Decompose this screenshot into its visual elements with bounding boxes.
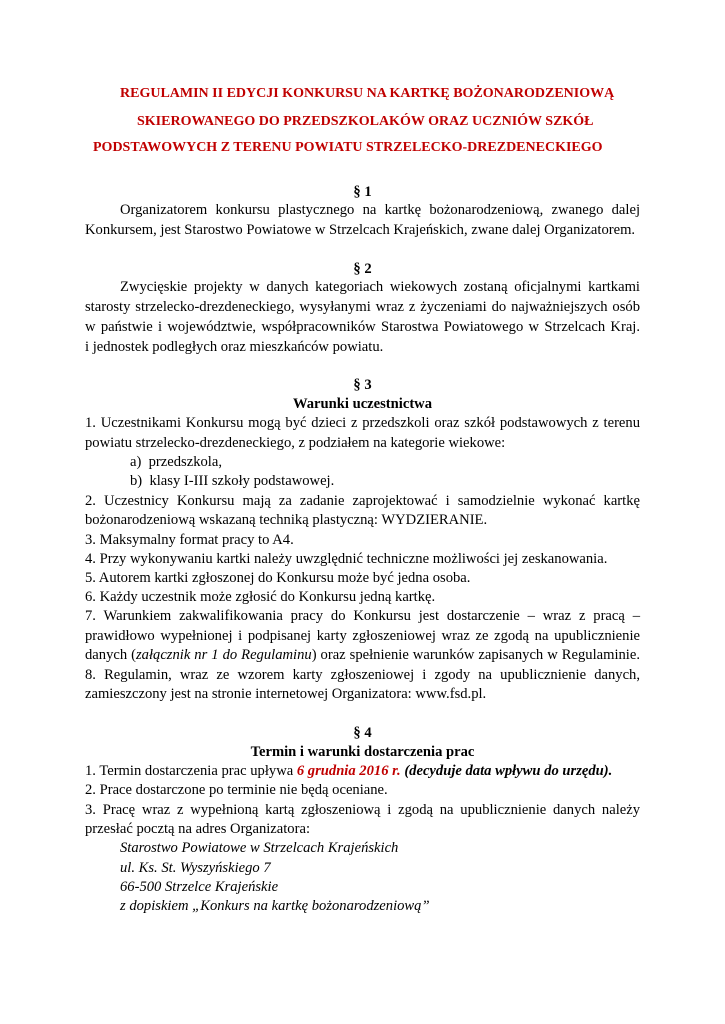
section-4-heading: § 4 bbox=[353, 725, 372, 741]
section-1-heading: § 1 bbox=[353, 184, 372, 200]
section-3-paragraph: 5. Autorem kartki zgłoszonej do Konkursu może być jedna osoba. bbox=[85, 570, 471, 586]
section-3-heading: § 3 bbox=[353, 377, 372, 393]
deadline-date: 6 grudnia 2016 r. bbox=[296, 763, 401, 779]
section-3-paragraph: 8. Regulamin, wraz ze wzorem karty zgłoszeniowej i zgody na upublicznienie danych, bbox=[85, 667, 640, 683]
section-3-paragraph: prawidłowo wypełnionej i podpisanej karty zgłoszeniowej wraz ze zgodą na upublicznienie bbox=[85, 628, 640, 644]
section-3-paragraph: 1. Uczestnikami Konkursu mogą być dzieci z przedszkoli oraz szkół podstawowych z terenu bbox=[85, 415, 640, 431]
section-3-paragraph: powiatu strzelecko-drezdeneckiego, z podziałem na kategorie wiekowe: bbox=[85, 435, 506, 451]
section-3-paragraph: 4. Przy wykonywaniu kartki należy uwzględnić techniczne możliwości jej zeskanowania. bbox=[85, 551, 608, 567]
section-3-paragraph bbox=[85, 645, 640, 665]
deadline-note: (decyduje data wpływu do urzędu). bbox=[400, 763, 613, 779]
section-2-text-line: i jednostek podległych oraz mieszkańców powiatu. bbox=[85, 339, 384, 355]
document-title-line-1: REGULAMIN II EDYCJI KONKURSU NA KARTKĘ BOŻONARODZENIOWĄ bbox=[120, 86, 615, 101]
section-4-paragraph bbox=[85, 761, 640, 781]
section-3-paragraph: 2. Uczestnicy Konkursu mają za zadanie zaprojektować i samodzielnie wykonać kartkę bbox=[85, 493, 640, 509]
section-2-heading: § 2 bbox=[353, 261, 372, 277]
address-line: z dopiskiem „Konkurs na kartkę bożonarodzeniową” bbox=[120, 898, 430, 914]
category-list-item: a) przedszkola, bbox=[130, 454, 222, 470]
document-title-line-3: PODSTAWOWYCH Z TERENU POWIATU STRZELECKO-DREZDENECKIEGO bbox=[93, 140, 603, 155]
category-list-item: b) klasy I-III szkoły podstawowej. bbox=[130, 473, 335, 489]
text-run: ) oraz spełnienie warunków zapisanych w Regulaminie. bbox=[311, 647, 640, 663]
section-3-paragraph: 7. Warunkiem zakwalifikowania pracy do Konkursu jest dostarczenie – wraz z pracą – bbox=[85, 608, 640, 624]
section-3-subheading: Warunki uczestnictwa bbox=[292, 396, 433, 412]
section-1-text-line: Organizatorem konkursu plastycznego na kartkę bożonarodzeniową, zwanego dalej bbox=[120, 202, 640, 218]
section-2-text-line: w państwie i województwie, współpracowników Starostwa Powiatowego w Strzelcach Kraj. bbox=[85, 319, 640, 335]
section-3-paragraph: bożonarodzeniową wskazaną techniką plastyczną: WYDZIERANIE. bbox=[85, 512, 488, 528]
section-4-paragraph: przesłać pocztą na adres Organizatora: bbox=[85, 821, 310, 837]
section-3-paragraph: 3. Maksymalny format pracy to A4. bbox=[85, 532, 294, 548]
address-line: Starostwo Powiatowe w Strzelcach Krajeńskich bbox=[120, 840, 399, 856]
section-3-paragraph: 6. Każdy uczestnik może zgłosić do Konkursu jedną kartkę. bbox=[85, 589, 436, 605]
address-line: ul. Ks. St. Wyszyńskiego 7 bbox=[120, 860, 271, 876]
document-title-line-2: SKIEROWANEGO DO PRZEDSZKOLAKÓW ORAZ UCZNIÓW SZKÓŁ bbox=[137, 114, 594, 129]
section-4-paragraph: 3. Pracę wraz z wypełnioną kartą zgłoszeniową i zgodą na upublicznienie danych należy bbox=[85, 802, 640, 818]
section-2-text-line: Zwycięskie projekty w danych kategoriach wiekowych zostaną oficjalnymi kartkami bbox=[120, 279, 640, 295]
attachment-reference: załącznik nr 1 do Regulaminu bbox=[136, 647, 312, 663]
section-1-text-line: Konkursem, jest Starostwo Powiatowe w Strzelcach Krajeńskich, zwane dalej Organizatorem. bbox=[85, 222, 636, 238]
section-4-subheading: Termin i warunki dostarczenia prac bbox=[250, 744, 475, 760]
address-line: 66-500 Strzelce Krajeńskie bbox=[120, 879, 279, 895]
section-4-paragraph: 2. Prace dostarczone po terminie nie będą oceniane. bbox=[85, 782, 388, 798]
text-run: 1. Termin dostarczenia prac upływa bbox=[85, 763, 297, 779]
section-2-text-line: starosty strzelecko-drezdeneckiego, wysyłanymi wraz z życzeniami do najważniejszych osób bbox=[85, 299, 640, 315]
text-run: danych ( bbox=[85, 647, 136, 663]
section-3-paragraph: zamieszczony jest na stronie internetowej Organizatora: www.fsd.pl. bbox=[85, 686, 487, 702]
